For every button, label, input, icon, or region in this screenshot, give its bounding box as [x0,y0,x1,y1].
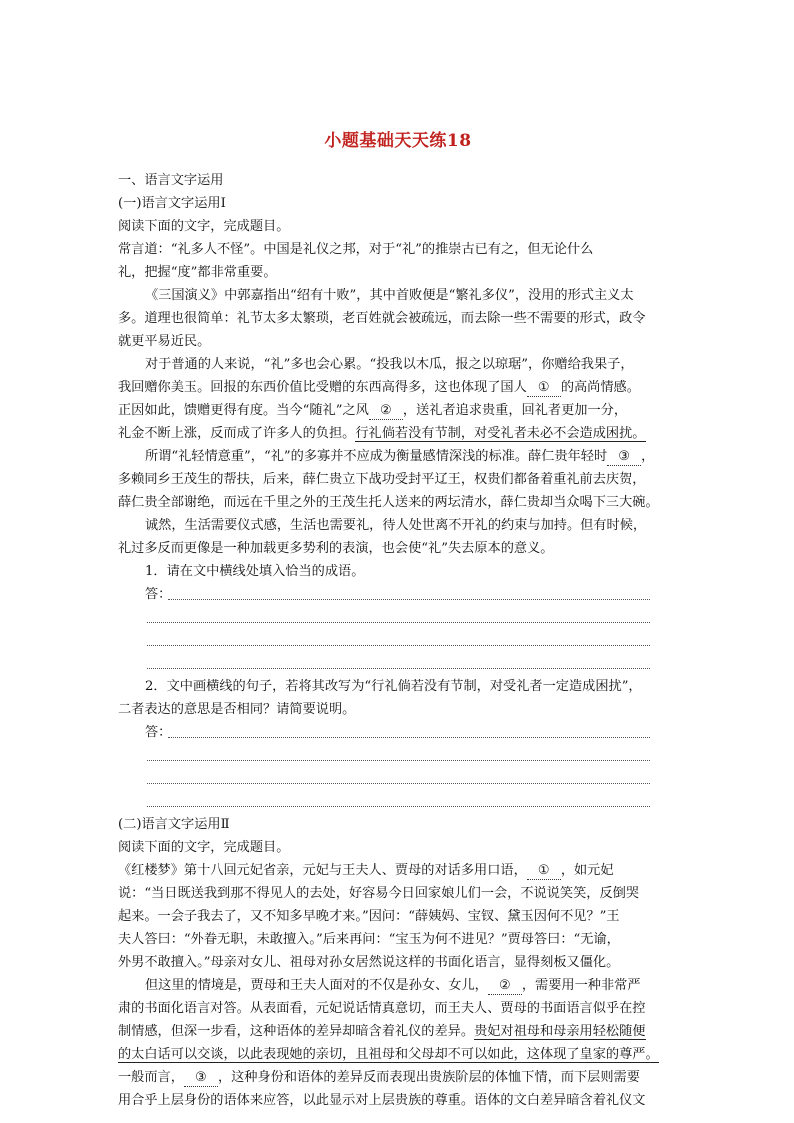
text-segment: ，如元妃 [560,863,614,878]
answer-dotted-line [168,599,650,600]
answer-line[interactable] [118,767,678,790]
paragraph-line: 多。道理也很简单：礼节太多太繁琐，老百姓就会被疏远，而去除一些不需要的形式，政令 [118,311,646,326]
fill-blank[interactable]: ① [527,380,561,397]
answer-dotted-line [147,783,650,784]
answer-line[interactable] [118,721,678,744]
answer-label: 答： [145,725,172,740]
text-segment: ，需要用一种非常严 [521,978,641,993]
paragraph-line [118,1020,678,1043]
paragraph-line: 《三国演义》中郭嘉指出“绍有十败”，其中首败便是“繁礼多仪”，没用的形式主义太 [145,288,634,303]
text-segment: ，这种身份和语体的差异反而表现出贵族阶层的体恤下情，而下层则需要 [217,1070,640,1085]
paragraph-line [118,399,678,422]
section-heading: 一、语言文字运用 [118,173,224,188]
fill-blank[interactable]: ① [527,863,561,880]
paragraph-line: 礼过多反而更像是一种加载更多势利的表演，也会使“礼”失去原本的意义。 [118,541,554,556]
paragraph-line: 礼，把握“度”都非常重要。 [118,265,277,280]
paragraph-line: 起来。一会子我去了，又不知多早晚才来。”因问：“薛姨妈、宝钗、黛玉因何不见？”王 [118,909,620,924]
text-segment: 一般而言， [118,1070,184,1085]
underlined-sentence: 贵妃对祖母和母亲用轻松随便 [474,1024,646,1039]
fill-blank[interactable]: ② [488,978,522,995]
answer-dotted-line [147,668,650,669]
underlined-sentence: 的太白话可以交谈，以此表现她的亲切，且祖母和父母却不可以如此，这体现了皇家的尊严。 [118,1047,659,1062]
fill-blank[interactable]: ② [369,403,403,420]
text-segment: 《红楼梦》第十八回元妃省亲，元妃与王夫人、贾母的对话多用口语， [118,863,527,878]
fill-blank[interactable]: ③ [607,449,641,466]
paragraph-line [118,1043,678,1066]
text-segment: 但这里的情境是，贾母和王夫人面对的不仅是孙女、女儿， [145,978,488,993]
question-2-cont: 二者表达的意思是否相同？请简要说明。 [118,702,356,717]
text-segment: 的高尚情感。 [560,380,640,395]
paragraph-line: 用合乎上层身份的语体来应答，以此显示对上层贵族的尊重。语体的文白差异暗含着礼仪文 [118,1093,646,1108]
fill-blank[interactable]: ③ [184,1070,218,1087]
paragraph-line [118,422,678,445]
answer-dotted-line [147,622,650,623]
text-segment: ，送礼者追求贵重，回礼者更加一分， [402,403,628,418]
text-segment: 所谓“礼轻情意重”，“礼”的多寡并不应成为衡量感情深浅的标准。薛仁贵年轻时 [145,449,608,464]
paragraph-line: 肃的书面化语言对答。从表面看，元妃说话情真意切，而王夫人、贾母的书面语言似乎在控 [118,1001,646,1016]
paragraph-line: 就更平易近民。 [118,334,211,349]
page-title: 小题基础天天练18 [324,131,472,151]
question-1: 1．请在文中横线处填入恰当的成语。 [145,564,365,579]
answer-dotted-line [168,737,650,738]
paragraph-line: 诚然，生活需要仪式感，生活也需要礼，待人处世离不开礼的约束与加持。但有时候， [145,518,647,533]
answer-label: 答： [145,587,172,602]
paragraph-line [118,376,678,399]
paragraph-line: 薛仁贵全部谢绝，而远在千里之外的王茂生托人送来的两坛清水，薛仁贵却当众喝下三大碗。 [118,495,659,510]
text-segment: 制情感，但深一步看，这种语体的差异却暗含着礼仪的差异。 [118,1024,475,1039]
text-segment: 我回赠你美玉。回报的东西价值比受赠的东西高得多，这也体现了国人 [118,380,527,395]
paragraph-line: 说：“当日既送我到那不得见人的去处，好容易今日回家娘儿们一会，不说说笑笑，反倒哭 [118,886,640,901]
paragraph-line [118,1066,678,1089]
document-page [118,120,678,1112]
answer-line[interactable] [118,744,678,767]
paragraph-line: 常言道：“礼多人不怪”。中国是礼仪之邦，对于“礼”的推崇古已有之，但无论什么 [118,242,594,257]
answer-dotted-line [147,760,650,761]
paragraph-line [118,974,678,997]
answer-line[interactable] [118,606,678,629]
text-segment: 正因如此，馈赠更得有度。当今“随礼”之风 [118,403,369,418]
underlined-sentence: 行礼倘若没有节制，对受礼者未必不会造成困扰。 [355,426,646,441]
part2-instruction: 阅读下面的文字，完成题目。 [118,840,290,855]
answer-line[interactable] [118,790,678,813]
question-2: 2．文中画横线的句子，若将其改写为“行礼倘若没有节制，对受礼者一定造成困扰”， [145,679,642,694]
part2-heading: (二)语言文字运用Ⅱ [118,817,230,832]
answer-line[interactable] [118,629,678,652]
answer-line[interactable] [118,583,678,606]
paragraph-line: 夫人答曰：“外眷无职，未敢擅入。”后来再问：“宝玉为何不进见？”贾母答曰：“无谕， [118,932,620,947]
part1-heading: (一)语言文字运用Ⅰ [118,196,226,211]
part1-instruction: 阅读下面的文字，完成题目。 [118,219,290,234]
paragraph-line: 外男不敢擅入。”母亲对女儿、祖母对孙女居然说这样的书面化语言，显得刻板又僵化。 [118,955,620,970]
answer-dotted-line [147,806,650,807]
paragraph-line: 多赖同乡王茂生的帮扶，后来，薛仁贵立下战功受封平辽王，权贵们都备着重礼前去庆贺， [118,472,646,487]
paragraph-line [118,445,678,468]
paragraph-line: 对于普通的人来说，“礼”多也会心累。“投我以木瓜，报之以琼琚”，你赠给我果子， [145,357,634,372]
answer-line[interactable] [118,652,678,675]
paragraph-line [118,859,678,882]
text-segment: ， [641,449,655,464]
text-segment: 礼金不断上涨，反而成了许多人的负担。 [118,426,356,441]
answer-dotted-line [147,645,650,646]
